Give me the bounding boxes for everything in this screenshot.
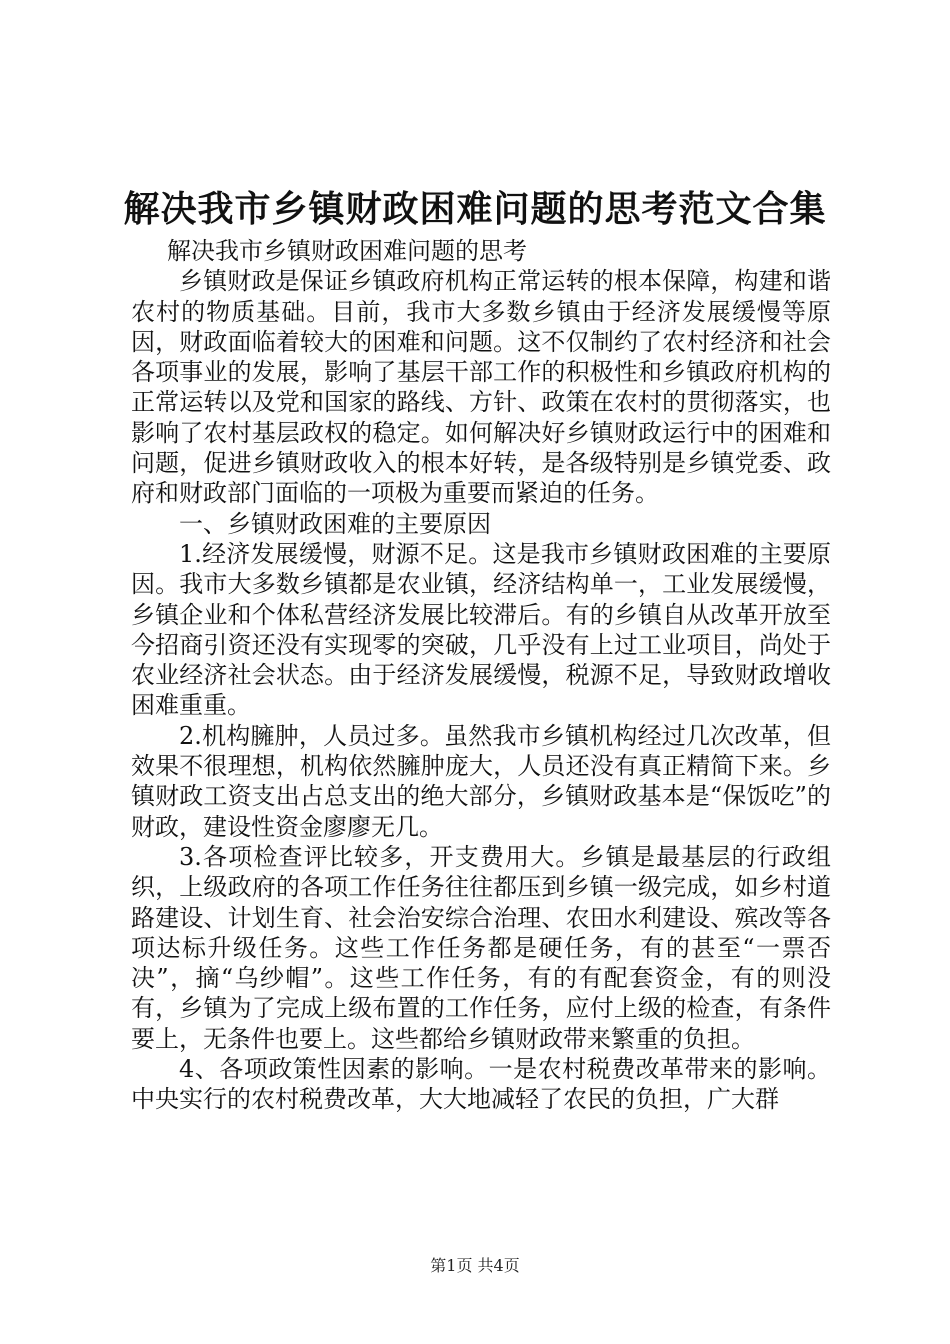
paragraph-reason-3: 3.各项检查评比较多，开支费用大。乡镇是最基层的行政组织，上级政府的各项工作任务往往都压到乡镇一级完成，如乡村道路建设、计划生育、社会治安综合治理、农田水利建设、殡改等各项达标升级任务。这些工作任务都是硬任务，有的甚至“一票否决”，摘“乌纱帽”。这些工作任务，有的有配套资金，有的则没有，乡镇为了完成上级布置的工作任务，应付上级的检查，有条件要上，无条件也要上。这些都给乡镇财政带来繁重的负担。	[131, 842, 831, 1053]
paragraph-reason-2: 2.机构臃肿，人员过多。虽然我市乡镇机构经过几次改革，但效果不很理想，机构依然臃肿庞大，人员还没有真正精简下来。乡镇财政工资支出占总支出的绝大部分，乡镇财政基本是“保饭吃”的财政，建设性资金廖廖无几。	[131, 721, 831, 841]
paragraph-reason-4: 4、各项政策性因素的影响。一是农村税费改革带来的影响。中央实行的农村税费改革，大大地减轻了农民的负担，广大群	[131, 1055, 831, 1114]
paragraph-reason-1: 1.经济发展缓慢，财源不足。这是我市乡镇财政困难的主要原因。我市大多数乡镇都是农业镇，经济结构单一，工业发展缓慢，乡镇企业和个体私营经济发展比较滞后。有的乡镇自从改革开放至今招商引资还没有实现零的突破，几乎没有上过工业项目，尚处于农业经济社会状态。由于经济发展缓慢，税源不足，导致财政增收困难重重。	[131, 539, 831, 720]
document-body	[131, 236, 831, 1115]
page-footer: 第1页 共4页	[430, 1256, 520, 1275]
document-title: 解决我市乡镇财政困难问题的思考范文合集	[123, 188, 827, 230]
document-subtitle: 解决我市乡镇财政困难问题的思考	[167, 237, 527, 265]
section-heading: 一、乡镇财政困难的主要原因	[179, 509, 491, 538]
paragraph-intro: 乡镇财政是保证乡镇政府机构正常运转的根本保障，构建和谐农村的物质基础。目前，我市大多数乡镇由于经济发展缓慢等原因，财政面临着较大的困难和问题。这不仅制约了农村经济和社会各项事业的发展，影响了基层干部工作的积极性和乡镇政府机构的正常运转以及党和国家的路线、方针、政策在农村的贯彻落实，也影响了农村基层政权的稳定。如何解决好乡镇财政运行中的困难和问题，促进乡镇财政收入的根本好转，是各级特别是乡镇党委、政府和财政部门面临的一项极为重要而紧迫的任务。	[131, 267, 831, 508]
